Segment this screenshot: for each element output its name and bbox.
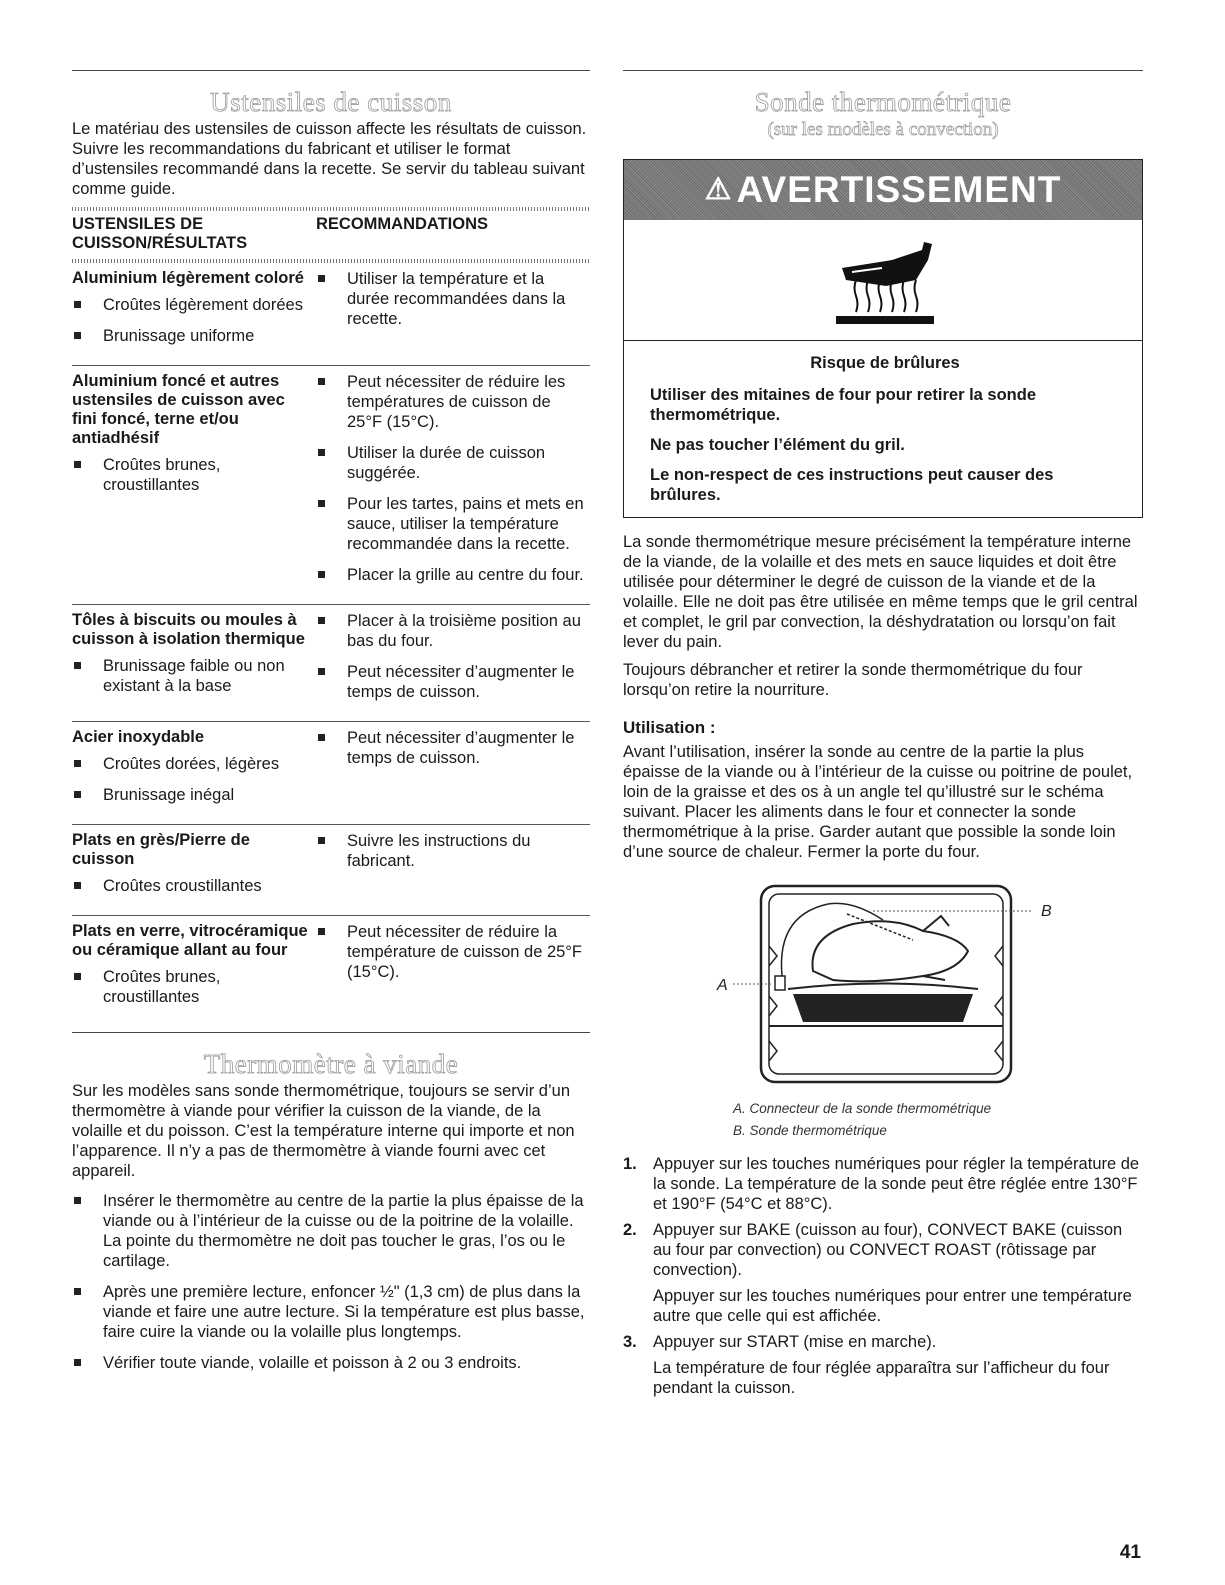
thermometre-bullet: Vérifier toute viande, volaille et poisson à 2 ou 3 endroits.	[72, 1353, 590, 1373]
ustensiles-title: Ustensiles de cuisson	[210, 87, 452, 117]
table-row	[72, 916, 590, 1027]
thermometre-title: Thermomètre à viande	[203, 1049, 459, 1079]
result-item: Brunissage faible ou non existant à la base	[72, 656, 308, 696]
table-row	[72, 366, 590, 605]
table-header-recommendations: RECOMMANDATIONS	[316, 215, 489, 233]
burn-hazard-icon	[624, 220, 1142, 341]
recommendation-item: Placer à la troisième position au bas du four.	[316, 611, 590, 651]
cookware-type: Acier inoxydable	[72, 728, 205, 746]
right-column	[623, 70, 1143, 1404]
step-number: 1.	[623, 1155, 637, 1173]
recommendation-item: Utiliser la durée de cuisson suggérée.	[316, 443, 590, 483]
result-item: Brunissage inégal	[72, 785, 308, 805]
table-header-cookware: USTENSILES DE CUISSON/RÉSULTATS	[72, 215, 248, 252]
step-extra: Appuyer sur les touches numériques pour entrer une température autre que celle qui est affichée.	[653, 1287, 1132, 1325]
thermometre-bullet: Après une première lecture, enfoncer ½" (1,3 cm) de plus dans la viande et faire une autre lecture. Si la température est plus basse, faire cuire la viande ou la volaille plus longtemps.	[72, 1282, 590, 1342]
result-item: Croûtes brunes, croustillantes	[72, 967, 308, 1007]
recommendation-item: Pour les tartes, pains et mets en sauce, utiliser la température recommandée dans la recette.	[316, 494, 590, 554]
cookware-type: Plats en verre, vitrocéramique ou céramique allant au four	[72, 922, 308, 959]
cookware-type: Aluminium foncé et autres ustensiles de cuisson avec fini foncé, terne et/ou antiadhésif	[72, 372, 285, 447]
step-number: 3.	[623, 1333, 637, 1351]
diagram-label-b: B	[1041, 903, 1052, 920]
step-item	[623, 1220, 1143, 1326]
warning-heading: AVERTISSEMENT	[736, 169, 1062, 210]
recommendation-item: Placer la grille au centre du four.	[316, 565, 590, 585]
step-extra: La température de four réglée apparaîtra sur l’afficheur du four pendant la cuisson.	[653, 1359, 1110, 1397]
diagram-label-a: A	[717, 977, 728, 994]
result-item: Croûtes légèrement dorées	[72, 295, 308, 315]
oven-probe-illustration	[623, 876, 1143, 1096]
table-row	[72, 722, 590, 825]
recommendation-item: Suivre les instructions du fabricant.	[316, 831, 590, 871]
step-text: Appuyer sur START (mise en marche).	[653, 1333, 937, 1351]
caption-a: A. Connecteur de la sonde thermométrique	[733, 1101, 992, 1116]
warning-line: Le non-respect de ces instructions peut causer des brûlures.	[650, 466, 1054, 504]
table-row	[72, 263, 590, 366]
cookware-type: Tôles à biscuits ou moules à cuisson à isolation thermique	[72, 611, 305, 648]
recommendation-item: Peut nécessiter d’augmenter le temps de cuisson.	[316, 728, 590, 768]
table-row	[72, 605, 590, 722]
cookware-table	[72, 211, 590, 1026]
sonde-subtitle: (sur les modèles à convection)	[767, 119, 999, 140]
hand-heat-icon	[624, 220, 1144, 340]
page-number: 41	[1119, 1542, 1141, 1563]
warning-risk: Risque de brûlures	[810, 354, 960, 372]
cookware-type: Aluminium légèrement coloré	[72, 269, 304, 287]
step-text: Appuyer sur les touches numériques pour régler la température de la sonde. La température de la sonde peut être réglée entre 130°F et 190°F (54°C et 88°C).	[653, 1155, 1140, 1213]
result-item: Croûtes croustillantes	[72, 876, 308, 896]
step-text: Appuyer sur BAKE (cuisson au four), CONVECT BAKE (cuisson au four par convection) ou CONVECT ROAST (rôtissage par convection).	[653, 1221, 1123, 1279]
ustensiles-intro: Le matériau des ustensiles de cuisson affecte les résultats de cuisson. Suivre les recommandations du fabricant et utiliser le format d’ustensiles recommandé dans la recette. Se servir du tableau suivant comme guide.	[72, 120, 587, 198]
recommendation-item: Utiliser la température et la durée recommandées dans la recette.	[316, 269, 590, 329]
usage-text: Avant l’utilisation, insérer la sonde au centre de la partie la plus épaisse de la viande ou à l’intérieur de la cuisse ou poitrine de poulet, loin de la graisse et des os à un angle tel qu’illustré sur le schéma suivant. Placer les aliments dans le four et connecter la sonde thermométrique à la prise. Garder autant que possible la sonde loin d’une source de chaleur. Fermer la porte du four.	[623, 743, 1133, 861]
step-number: 2.	[623, 1221, 637, 1239]
sonde-title: Sonde thermométrique	[754, 87, 1012, 117]
section-rule	[72, 1032, 590, 1033]
sonde-paragraph: La sonde thermométrique mesure précisément la température interne de la viande, de la volaille et des mets en sauce liquides et doit être utilisée pour déterminer le degré de cuisson de la viande et de la volaille. Elle ne doit pas être utilisée en même temps que le gril central et complet, le gril par convection, la déshydratation ou lorsqu’on fait lever du pain.	[623, 533, 1138, 651]
warning-body	[624, 341, 1142, 517]
sonde-paragraph: Toujours débrancher et retirer la sonde thermométrique du four lorsqu’on retire la nourriture.	[623, 661, 1083, 699]
cookware-type: Plats en grès/Pierre de cuisson	[72, 831, 250, 868]
usage-heading: Utilisation :	[623, 718, 716, 737]
steps-list	[623, 1154, 1143, 1398]
section-rule	[623, 70, 1143, 71]
caption-b: B. Sonde thermométrique	[733, 1123, 887, 1138]
table-row	[72, 825, 590, 916]
step-item	[623, 1332, 1143, 1398]
warning-header	[624, 160, 1142, 220]
probe-diagram	[623, 876, 1143, 1096]
warning-box	[623, 159, 1143, 518]
step-item	[623, 1154, 1143, 1214]
recommendation-item: Peut nécessiter de réduire la température de cuisson de 25°F (15°C).	[316, 922, 590, 982]
result-item: Croûtes dorées, légères	[72, 754, 308, 774]
result-item: Croûtes brunes, croustillantes	[72, 455, 308, 495]
warning-line: Ne pas toucher l’élément du gril.	[650, 436, 905, 454]
warning-line: Utiliser des mitaines de four pour retirer la sonde thermométrique.	[650, 386, 1037, 424]
warning-triangle-icon: ⚠	[704, 173, 733, 206]
result-item: Brunissage uniforme	[72, 326, 308, 346]
recommendation-item: Peut nécessiter de réduire les températures de cuisson de 25°F (15°C).	[316, 372, 590, 432]
left-column	[72, 70, 590, 1384]
thermometre-bullet: Insérer le thermomètre au centre de la partie la plus épaisse de la viande ou à l’intérieur de la cuisse ou de la poitrine de la volaille. La pointe du thermomètre ne doit pas toucher le gras, l’os ou le cartilage.	[72, 1191, 590, 1271]
recommendation-item: Peut nécessiter d’augmenter le temps de cuisson.	[316, 662, 590, 702]
section-rule	[72, 70, 590, 71]
thermometre-intro: Sur les modèles sans sonde thermométrique, toujours se servir d’un thermomètre à viande pour vérifier la cuisson de la viande, de la volaille et du poisson. C’est la température interne qui importe et non l’apparence. Il n’y a pas de thermomètre à viande fourni avec cet appareil.	[72, 1082, 575, 1180]
